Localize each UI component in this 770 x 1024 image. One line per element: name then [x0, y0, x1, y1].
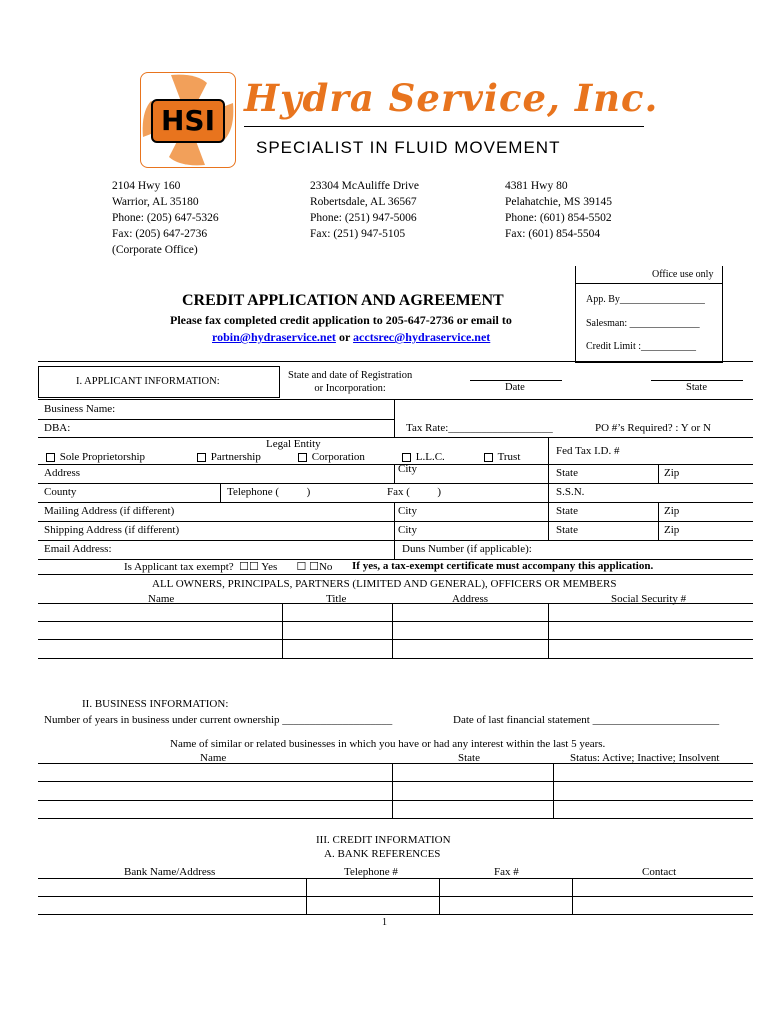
entity-trust[interactable]: [484, 451, 520, 463]
grid-rule: [38, 437, 753, 438]
years-in-business-field[interactable]: Number of years in business under current ownership ____________________: [44, 714, 393, 726]
applicant-info-heading: I. APPLICANT INFORMATION:: [76, 376, 220, 387]
address-field[interactable]: Address: [44, 467, 81, 479]
checkbox-icon[interactable]: [402, 453, 411, 462]
dba-field[interactable]: DBA:: [44, 422, 71, 434]
office-line: Fax: (205) 647-2736: [112, 228, 208, 240]
registration-state-line[interactable]: [651, 380, 743, 381]
office-line: Phone: (205) 647-5326: [112, 212, 219, 224]
county-field[interactable]: County: [44, 486, 77, 498]
grid-rule: [38, 464, 753, 465]
mailing-state-field[interactable]: State: [556, 505, 578, 517]
similar-table-rule: [38, 818, 753, 819]
office-line: Pelahatchie, MS 39145: [505, 196, 612, 208]
similar-table-rule: [38, 763, 753, 764]
tagline-text: SPECIALIST IN FLUID MOVEMENT: [256, 138, 561, 157]
fax-field[interactable]: Fax ( ): [387, 486, 442, 498]
company-logo: [140, 72, 236, 168]
grid-rule: [38, 502, 753, 503]
grid-rule: [38, 483, 753, 484]
similar-table-col: [392, 763, 393, 818]
date-label: Date: [505, 382, 525, 393]
checkbox-icon[interactable]: [298, 453, 307, 462]
grid-col: [548, 437, 549, 540]
duns-field[interactable]: Duns Number (if applicable):: [402, 543, 532, 555]
entity-label: Trust: [497, 451, 521, 463]
registration-date-line[interactable]: [470, 380, 562, 381]
email-address-field[interactable]: Email Address:: [44, 543, 112, 555]
ssn-field[interactable]: S.S.N.: [556, 486, 585, 498]
email-line: [212, 330, 490, 345]
shipping-zip-field[interactable]: Zip: [664, 524, 680, 536]
tax-rate-field[interactable]: Tax Rate:___________________: [406, 422, 553, 434]
office-line: Fax: (601) 854-5504: [505, 228, 601, 240]
grid-rule: [38, 521, 753, 522]
legal-entity-label: Legal Entity: [266, 438, 321, 450]
business-name-field[interactable]: Business Name:: [44, 403, 116, 415]
checkbox-icon[interactable]: [197, 453, 206, 462]
mailing-address-field[interactable]: Mailing Address (if different): [44, 505, 175, 517]
similar-table-rule: [38, 781, 753, 782]
office-line: 23304 McAuliffe Drive: [310, 180, 420, 192]
similar-businesses-label: Name of similar or related businesses in which you have or had any interest within the last 5 years.: [170, 738, 606, 750]
owners-table-col: [282, 603, 283, 658]
bank-references-heading: A. BANK REFERENCES: [324, 848, 441, 860]
entity-label: Corporation: [311, 451, 365, 463]
bank-col-name: Bank Name/Address: [124, 866, 216, 878]
last-statement-field[interactable]: Date of last financial statement _______________________: [453, 714, 720, 726]
grid-rule: [38, 574, 753, 575]
entity-llc[interactable]: [402, 451, 445, 463]
tagline: [256, 138, 560, 158]
company-name: Hydra Service, Inc.: [244, 76, 659, 120]
office-pelahatchie: [505, 178, 612, 242]
owners-table-col: [392, 603, 393, 658]
entity-label: L.L.C.: [415, 451, 445, 463]
city-field[interactable]: City: [398, 463, 417, 475]
bank-table-col: [572, 878, 573, 914]
shipping-city-field[interactable]: City: [398, 524, 417, 536]
mailing-city-field[interactable]: City: [398, 505, 417, 517]
grid-col: [394, 399, 395, 437]
office-line: Phone: (251) 947-5006: [310, 212, 417, 224]
bank-col-telephone: Telephone #: [344, 866, 398, 878]
bank-table-rule: [38, 896, 753, 897]
grid-rule: [38, 399, 753, 400]
grid-rule: [38, 419, 395, 420]
email-link-robin[interactable]: robin@hydraservice.net: [212, 330, 336, 344]
grid-rule: [38, 540, 753, 541]
similar-table-rule: [38, 800, 753, 801]
owners-table-rule: [38, 658, 753, 659]
office-line: 2104 Hwy 160: [112, 180, 181, 192]
owners-heading: ALL OWNERS, PRINCIPALS, PARTNERS (LIMITED AND GENERAL), OFFICERS OR MEMBERS: [152, 578, 617, 590]
bank-table-rule: [38, 914, 753, 915]
grid-col: [394, 502, 395, 540]
similar-col-state: State: [458, 752, 480, 764]
office-line: Phone: (601) 854-5502: [505, 212, 612, 224]
business-info-heading: II. BUSINESS INFORMATION:: [82, 698, 229, 710]
fax-instruction: Please fax completed credit application to 205-647-2736 or email to: [170, 313, 512, 327]
office-use-divider: [575, 283, 722, 284]
office-warrior: [112, 178, 219, 258]
grid-col: [658, 464, 659, 483]
grid-col: [394, 464, 395, 483]
bank-table-col: [439, 878, 440, 914]
registration-line1: State and date of Registration: [288, 370, 413, 381]
tax-exempt-note: If yes, a tax-exempt certificate must accompany this application.: [352, 560, 654, 572]
bank-col-contact: Contact: [642, 866, 677, 878]
logo-text: HSI: [151, 99, 225, 143]
credit-limit-field[interactable]: Credit Limit :___________: [586, 341, 696, 352]
owners-table-rule: [38, 639, 753, 640]
fed-tax-id-field[interactable]: Fed Tax I.D. #: [556, 445, 620, 457]
bank-col-fax: Fax #: [494, 866, 519, 878]
owners-col-title: Title: [326, 593, 347, 605]
registration-line2: or Incorporation:: [314, 383, 386, 394]
page-number: 1: [382, 917, 387, 928]
checkbox-icon[interactable]: [484, 453, 493, 462]
owners-col-address: Address: [452, 593, 489, 605]
grid-col: [220, 483, 221, 502]
office-line: 4381 Hwy 80: [505, 180, 568, 192]
shipping-address-field[interactable]: Shipping Address (if different): [44, 524, 180, 536]
grid-col: [658, 502, 659, 540]
telephone-field[interactable]: Telephone ( ): [227, 486, 311, 498]
entity-sole[interactable]: [46, 451, 145, 463]
office-line: Fax: (251) 947-5105: [310, 228, 406, 240]
entity-label: Partnership: [210, 451, 261, 463]
po-required-field[interactable]: PO #’s Required? : Y or N: [595, 422, 711, 434]
entity-partnership[interactable]: [197, 451, 261, 463]
owners-table-col: [548, 603, 549, 658]
owners-col-ssn: Social Security #: [611, 593, 687, 605]
registration-label: [288, 369, 412, 395]
tax-exempt-question[interactable]: Is Applicant tax exempt? ☐☐ Yes ☐ ☐No: [124, 561, 333, 573]
credit-info-heading: III. CREDIT INFORMATION: [316, 834, 451, 846]
similar-col-status: Status: Active; Inactive; Insolvent: [570, 752, 720, 764]
state-field[interactable]: State: [556, 467, 578, 479]
section1-top-rule: [38, 361, 753, 362]
bank-table-rule: [38, 878, 753, 879]
owners-col-name: Name: [148, 593, 175, 605]
checkbox-icon[interactable]: [46, 453, 55, 462]
similar-table-col: [553, 763, 554, 818]
office-robertsdale: [310, 178, 419, 242]
entity-corporation[interactable]: [298, 451, 365, 463]
owners-table-rule: [38, 621, 753, 622]
zip-field[interactable]: Zip: [664, 467, 680, 479]
form-title: CREDIT APPLICATION AND AGREEMENT: [182, 292, 504, 309]
grid-col: [394, 540, 395, 559]
similar-col-name: Name: [200, 752, 227, 764]
salesman-field[interactable]: Salesman: ______________: [586, 318, 700, 329]
bank-table-col: [306, 878, 307, 914]
or-text: or: [338, 330, 351, 344]
office-line: (Corporate Office): [112, 244, 198, 256]
mailing-zip-field[interactable]: Zip: [664, 505, 680, 517]
shipping-state-field[interactable]: State: [556, 524, 578, 536]
owners-table-rule: [38, 603, 753, 604]
office-line: Warrior, AL 35180: [112, 196, 199, 208]
office-use-title: Office use only: [652, 269, 714, 280]
email-link-acctsrec[interactable]: acctsrec@hydraservice.net: [353, 330, 491, 344]
state-label: State: [686, 382, 707, 393]
office-line: Robertsdale, AL 36567: [310, 196, 417, 208]
entity-label: Sole Proprietorship: [59, 451, 145, 463]
brand-underline: [244, 126, 644, 127]
app-by-field[interactable]: App. By_________________: [586, 294, 705, 305]
